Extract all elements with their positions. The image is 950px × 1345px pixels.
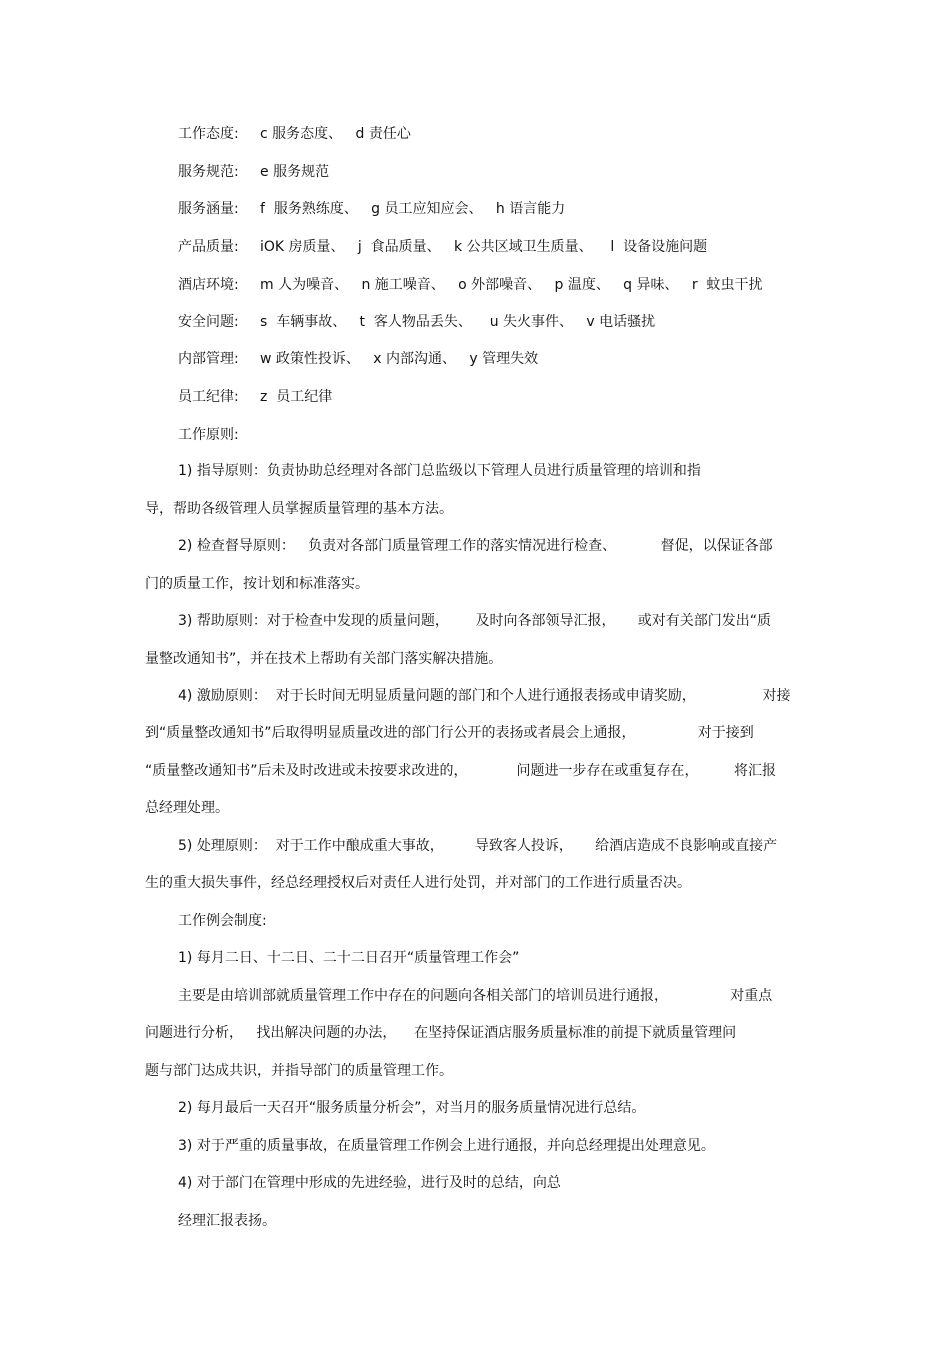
meeting-line: 4) 对于部门在管理中形成的先进经验，进行及时的总结，向总 (178, 1175, 561, 1191)
category-label: 安全问题: (178, 314, 239, 330)
category-line (178, 200, 566, 218)
category-items: e 服务规范 (260, 164, 330, 180)
section-heading-meetings: 工作例会制度: (178, 913, 267, 929)
category-line (178, 313, 656, 331)
category-label: 员工纪律: (178, 389, 239, 405)
category-line (178, 276, 763, 294)
meeting-line: 经理汇报表扬。 (178, 1213, 276, 1229)
category-items: c 服务态度、 d 责任心 (260, 126, 411, 142)
meeting-line: 2) 每月最后一天召开“服务质量分析会”，对当月的服务质量情况进行总结。 (178, 1100, 646, 1116)
principle-line: 到“质量整改通知书”后取得明显质量改进的部门行公开的表扬或者晨会上通报， 对于接到 (145, 725, 754, 741)
section-heading-principles: 工作原则: (178, 427, 239, 443)
meeting-line: 主要是由培训部就质量管理工作中存在的问题向各相关部门的培训员进行通报， 对重点 (178, 988, 773, 1004)
principle-line: 2) 检查督导原则： 负责对各部门质量管理工作的落实情况进行检查、 督促，以保证各部 (178, 538, 773, 554)
principle-line: 1) 指导原则：负责协助总经理对各部门总监级以下管理人员进行质量管理的培训和指 (178, 463, 701, 479)
principle-line: 4) 激励原则： 对于长时间无明显质量问题的部门和个人进行通报表扬或申请奖励， 对接 (178, 688, 791, 704)
category-label: 服务规范: (178, 164, 239, 180)
category-line (178, 350, 539, 368)
category-items: z 员工纪律 (260, 389, 333, 405)
meeting-line: 3) 对于严重的质量事故，在质量管理工作例会上进行通报，并向总经理提出处理意见。 (178, 1138, 715, 1154)
principle-line: 总经理处理。 (145, 800, 229, 816)
principle-line: 3) 帮助原则：对于检查中发现的质量问题， 及时向各部领导汇报， 或对有关部门发出“质 (178, 613, 772, 629)
category-line (178, 388, 333, 406)
principle-line: 导，帮助各级管理人员掌握质量管理的基本方法。 (145, 501, 453, 517)
principle-line: “质量整改通知书”后未及时改进或未按要求改进的， 问题进一步存在或重复存在， 将汇报 (145, 763, 777, 779)
principle-line: 量整改通知书”，并在技术上帮助有关部门落实解决措施。 (145, 651, 503, 667)
category-items: s 车辆事故、 t 客人物品丢失、 u 失火事件、 v 电话骚扰 (260, 314, 656, 330)
principle-line: 生的重大损失事件，经总经理授权后对责任人进行处罚，并对部门的工作进行质量否决。 (145, 875, 691, 891)
category-line (178, 238, 708, 256)
category-items: f 服务熟练度、 g 员工应知应会、 h 语言能力 (260, 201, 566, 217)
category-label: 服务涵量: (178, 201, 239, 217)
category-items: w 政策性投诉、 x 内部沟通、 y 管理失效 (260, 351, 539, 367)
principle-line: 门的质量工作，按计划和标准落实。 (145, 576, 369, 592)
meeting-line: 问题进行分析， 找出解决问题的办法， 在坚持保证酒店服务质量标准的前提下就质量管理问 (145, 1025, 737, 1041)
category-line (178, 125, 411, 143)
category-label: 酒店环境: (178, 277, 239, 293)
meeting-line: 题与部门达成共识，并指导部门的质量管理工作。 (145, 1063, 453, 1079)
category-items: iOK 房质量、 j 食品质量、 k 公共区域卫生质量、 l 设备设施问题 (260, 239, 708, 255)
category-items: m 人为噪音、 n 施工噪音、 o 外部噪音、 p 温度、 q 异味、 r 蚊虫干扰 (260, 277, 763, 293)
category-line (178, 163, 330, 181)
principle-line: 5) 处理原则： 对于工作中酿成重大事故， 导致客人投诉， 给酒店造成不良影响或直接产 (178, 838, 778, 854)
category-label: 产品质量: (178, 239, 239, 255)
meeting-line: 1) 每月二日、十二日、二十二日召开“质量管理工作会” (178, 950, 520, 966)
category-label: 工作态度: (178, 126, 239, 142)
category-label: 内部管理: (178, 351, 239, 367)
